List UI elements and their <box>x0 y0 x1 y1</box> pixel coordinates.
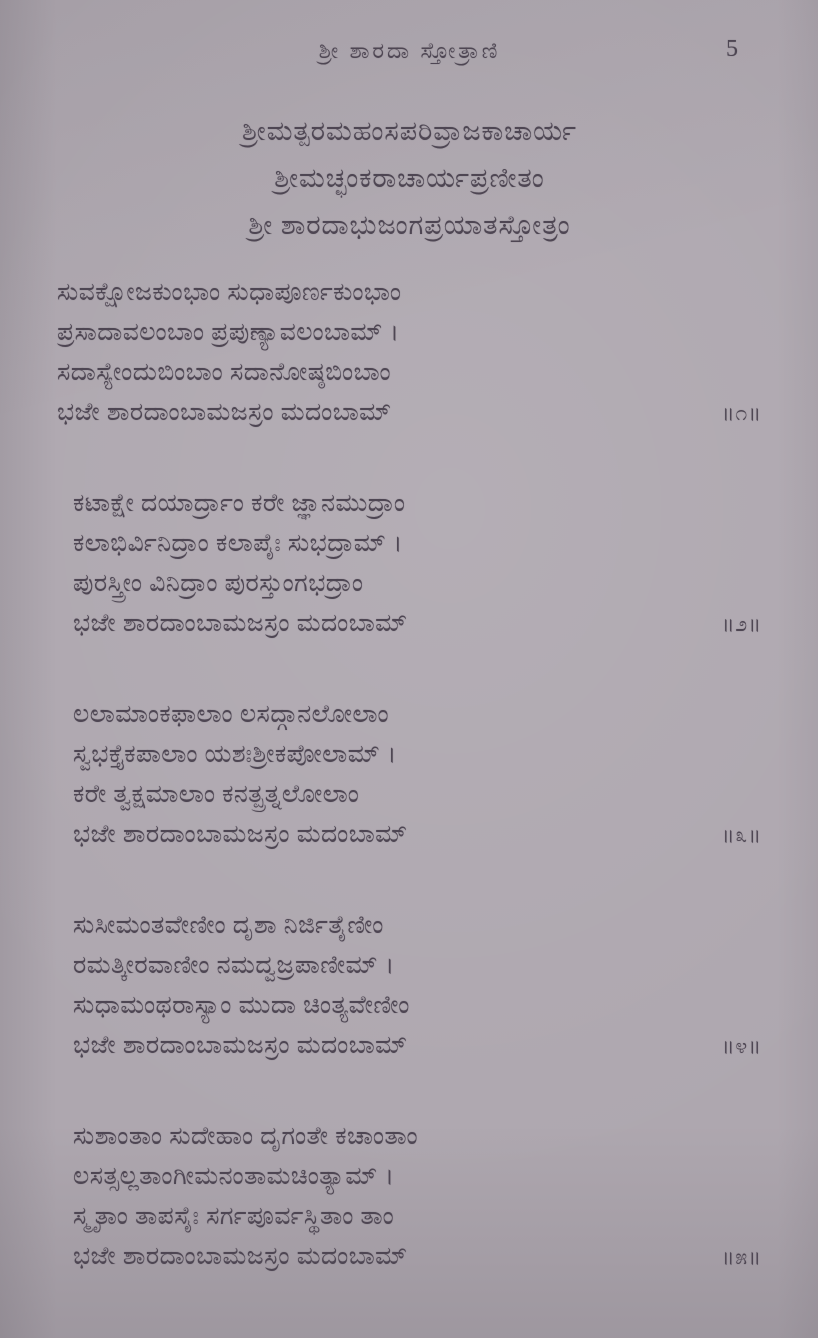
verse-line: ಸದಾಸ್ಯೇಂದುಬಿಂಬಾಂ ಸದಾನೋಷ್ಠಬಿಂಬಾಂ <box>57 359 392 386</box>
verse-line: ಸ್ಮೃತಾಂ ತಾಪಸೈಃ ಸರ್ಗಪೂರ್ವಸ್ಥಿತಾಂ ತಾಂ <box>73 1203 395 1230</box>
verse-line: ಲಸತ್ಸಲ್ಲತಾಂಗೀಮನಂತಾಮಚಿಂತ್ಯಾಮ್ । <box>73 1163 395 1190</box>
verse-number: ॥೧॥ <box>721 401 762 425</box>
work-title-line-2: ಶ್ರೀಮಚ್ಛಂಕರಾಚಾರ್ಯಪ್ರಣೀತಂ <box>274 163 545 193</box>
verse-1 <box>57 273 762 433</box>
verse-line: ರಮತ್ಕೀರವಾಣೀಂ ನಮದ್ವಜ್ರಪಾಣೀಮ್ । <box>73 952 395 979</box>
verse-line: ಲಲಾಮಾಂಕಫಾಲಾಂ ಲಸದ್ಗಾನಲೋಲಾಂ <box>73 701 390 728</box>
verse-last-line-row <box>57 1026 762 1066</box>
verse-line: ಕರೇ ತ್ವಕ್ಷಮಾಲಾಂ ಕನತ್ಪ್ರತ್ನಲೋಲಾಂ <box>73 781 360 808</box>
running-header-title: ಶ್ರೀ ಶಾರದಾ ಸ್ತೋತ್ರಾಣಿ <box>318 38 501 63</box>
verse-line: ಪುರಸ್ತ್ರೀಂ ವಿನಿದ್ರಾಂ ಪುರಸ್ತುಂಗಭದ್ರಾಂ <box>73 570 364 597</box>
verse-line: ಭಜೇ ಶಾರದಾಂಬಾಮಜಸ್ರಂ ಮದಂಬಾಮ್ <box>73 1032 408 1059</box>
verse-line: ಸುಧಾಮಂಥರಾಸ್ಯಾಂ ಮುದಾ ಚಿಂತ್ಯವೇಣೀಂ <box>73 992 410 1019</box>
verse-number: ॥೪॥ <box>721 1034 762 1058</box>
work-title-line-1: ಶ್ರೀಮತ್ಪರಮಹಂಸಪರಿವ್ರಾಜಕಾಚಾರ್ಯ <box>241 116 578 146</box>
work-title-block <box>57 108 762 249</box>
verse-line: ಸುಶಾಂತಾಂ ಸುದೇಹಾಂ ದೃಗಂತೇ ಕಚಾಂತಾಂ <box>73 1123 419 1150</box>
verse-number: ॥೩॥ <box>721 823 762 847</box>
verse-last-line-row <box>57 1237 762 1277</box>
verse-line: ಪ್ರಸಾದಾವಲಂಬಾಂ ಪ್ರಪುಣ್ಯಾವಲಂಬಾಮ್ । <box>57 319 400 346</box>
verse-line: ಸುಸೀಮಂತವೇಣೀಂ ದೃಶಾ ನಿರ್ಜಿತೈಣೀಂ <box>73 912 384 939</box>
verse-number: ॥೨॥ <box>721 612 762 636</box>
page-header <box>57 38 762 70</box>
work-title-line-3: ಶ್ರೀ ಶಾರದಾಭುಜಂಗಪ್ರಯಾತಸ್ತೋತ್ರಂ <box>248 210 571 240</box>
verse-line: ಸ್ವಭಕ್ತೈಕಪಾಲಾಂ ಯಶಃಶ್ರೀಕಪೋಲಾಮ್ । <box>73 741 397 768</box>
verse-line: ಭಜೇ ಶಾರದಾಂಬಾಮಜಸ್ರಂ ಮದಂಬಾಮ್ <box>73 610 408 637</box>
verses-section <box>57 273 762 1277</box>
verse-last-line-row <box>57 815 762 855</box>
verse-5 <box>57 1117 762 1277</box>
verse-line: ಕಟಾಕ್ಷೇ ದಯಾರ್ದ್ರಾಂ ಕರೇ ಜ್ಞಾನಮುದ್ರಾಂ <box>73 490 406 517</box>
verse-line: ಭಜೇ ಶಾರದಾಂಬಾಮಜಸ್ರಂ ಮದಂಬಾಮ್ <box>73 1243 408 1270</box>
verse-4 <box>57 906 762 1066</box>
verse-number: ॥೫॥ <box>721 1245 762 1269</box>
verse-line: ಭಜೇ ಶಾರದಾಂಬಾಮಜಸ್ರಂ ಮದಂಬಾಮ್ <box>57 399 392 426</box>
verse-last-line-row <box>57 604 762 644</box>
page-number: 5 <box>726 36 738 62</box>
verse-line: ಸುವಕ್ಷೋಜಕುಂಭಾಂ ಸುಧಾಪೂರ್ಣಕುಂಭಾಂ <box>57 279 402 306</box>
verse-2 <box>57 484 762 644</box>
verse-3 <box>57 695 762 855</box>
verse-line: ಭಜೇ ಶಾರದಾಂಬಾಮಜಸ್ರಂ ಮದಂಬಾಮ್ <box>73 821 408 848</box>
verse-line: ಕಲಾಭಿರ್ವಿನಿದ್ರಾಂ ಕಲಾಪೈಃ ಸುಭದ್ರಾಮ್ । <box>73 530 403 557</box>
verse-last-line-row <box>57 393 762 433</box>
